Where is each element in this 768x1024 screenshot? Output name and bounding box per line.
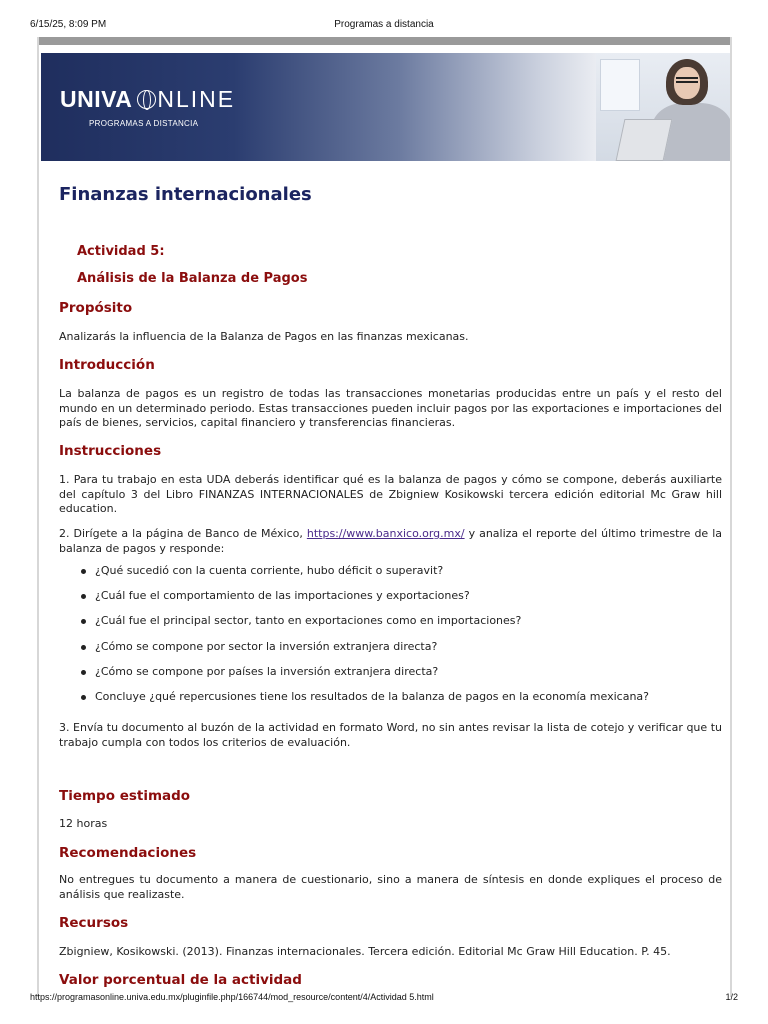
print-date: 6/15/25, 8:09 PM — [30, 19, 107, 30]
page-title: Finanzas internacionales — [59, 184, 312, 205]
banxico-link[interactable]: https://www.banxico.org.mx/ — [306, 527, 465, 540]
logo-online: NLINE — [157, 86, 236, 112]
text-step-1: 1. Para tu trabajo en esta UDA deberás identificar qué es la balanza de pagos y cómo se compone, deberás auxiliarte del capítulo 3 del Libro FINANZAS INTERNACIONALES de Zbigniew Kosikowski tercera edición editorial Mc Graw hill education. — [59, 473, 722, 515]
frame-top-bar — [39, 37, 730, 45]
page-frame — [37, 37, 732, 997]
list-item: ¿Cómo se compone por sector la inversión extranjera directa? — [59, 640, 722, 665]
text-recursos: Zbigniew, Kosikowski. (2013). Finanzas internacionales. Tercera edición. Editorial Mc Graw Hill Education. P. 45. — [59, 945, 671, 958]
heading-recursos: Recursos — [59, 915, 129, 931]
activity-number: Actividad 5: — [77, 244, 165, 259]
heading-valor: Valor porcentual de la actividad — [59, 972, 302, 988]
list-item: ¿Qué sucedió con la cuenta corriente, hubo déficit o superavit? — [59, 564, 722, 589]
print-header — [0, 19, 768, 33]
text-introduccion: La balanza de pagos es un registro de todas las transacciones monetarias producidas entre un país y el resto del mundo en un determinado periodo. Estas transacciones pueden incluir pagos por las exportaciones e importaciones del país de bienes, servicios, capital financiero y transferencias financieras. — [59, 387, 722, 429]
list-item: ¿Cuál fue el principal sector, tanto en exportaciones como en importaciones? — [59, 614, 722, 639]
step2-after: y analiza el reporte del último trimestre de la balanza de pagos y responde: — [59, 527, 722, 555]
heading-proposito: Propósito — [59, 300, 133, 316]
list-item: ¿Cuál fue el comportamiento de las importaciones y exportaciones? — [59, 589, 722, 614]
logo-subtitle: PROGRAMAS A DISTANCIA — [89, 119, 199, 128]
text-recomendaciones: No entregues tu documento a manera de cuestionario, sino a manera de síntesis en donde expliques el proceso de análisis que realizaste. — [59, 873, 722, 901]
activity-name: Análisis de la Balanza de Pagos — [77, 271, 308, 286]
text-proposito: Analizarás la influencia de la Balanza de Pagos en las finanzas mexicanas. — [59, 330, 469, 343]
print-footer — [0, 992, 768, 1006]
print-title: Programas a distancia — [334, 19, 434, 30]
text-step-2 — [59, 527, 722, 556]
questions-list — [59, 564, 722, 715]
heading-recomendaciones: Recomendaciones — [59, 845, 197, 861]
univa-online-logo — [60, 86, 235, 113]
page-number: 1/2 — [725, 992, 738, 1002]
heading-introduccion: Introducción — [59, 357, 155, 373]
heading-instrucciones: Instrucciones — [59, 443, 162, 459]
text-tiempo: 12 horas — [59, 817, 108, 830]
banner-photo — [596, 53, 730, 161]
globe-icon — [137, 90, 156, 109]
header-banner — [41, 53, 730, 161]
print-url: https://programasonline.univa.edu.mx/pluginfile.php/166744/mod_resource/content/4/Actividad 5.html — [30, 992, 434, 1002]
step2-before: 2. Dirígete a la página de Banco de México, — [59, 527, 307, 540]
text-step-3: 3. Envía tu documento al buzón de la actividad en formato Word, no sin antes revisar la lista de cotejo y verificar que tu trabajo cumpla con todos los criterios de evaluación. — [59, 721, 722, 749]
heading-tiempo: Tiempo estimado — [59, 788, 191, 804]
list-item: ¿Cómo se compone por países la inversión extranjera directa? — [59, 665, 722, 690]
list-item: Concluye ¿qué repercusiones tiene los resultados de la balanza de pagos en la economía mexicana? — [59, 690, 722, 715]
logo-univa: UNIVA — [60, 86, 133, 112]
